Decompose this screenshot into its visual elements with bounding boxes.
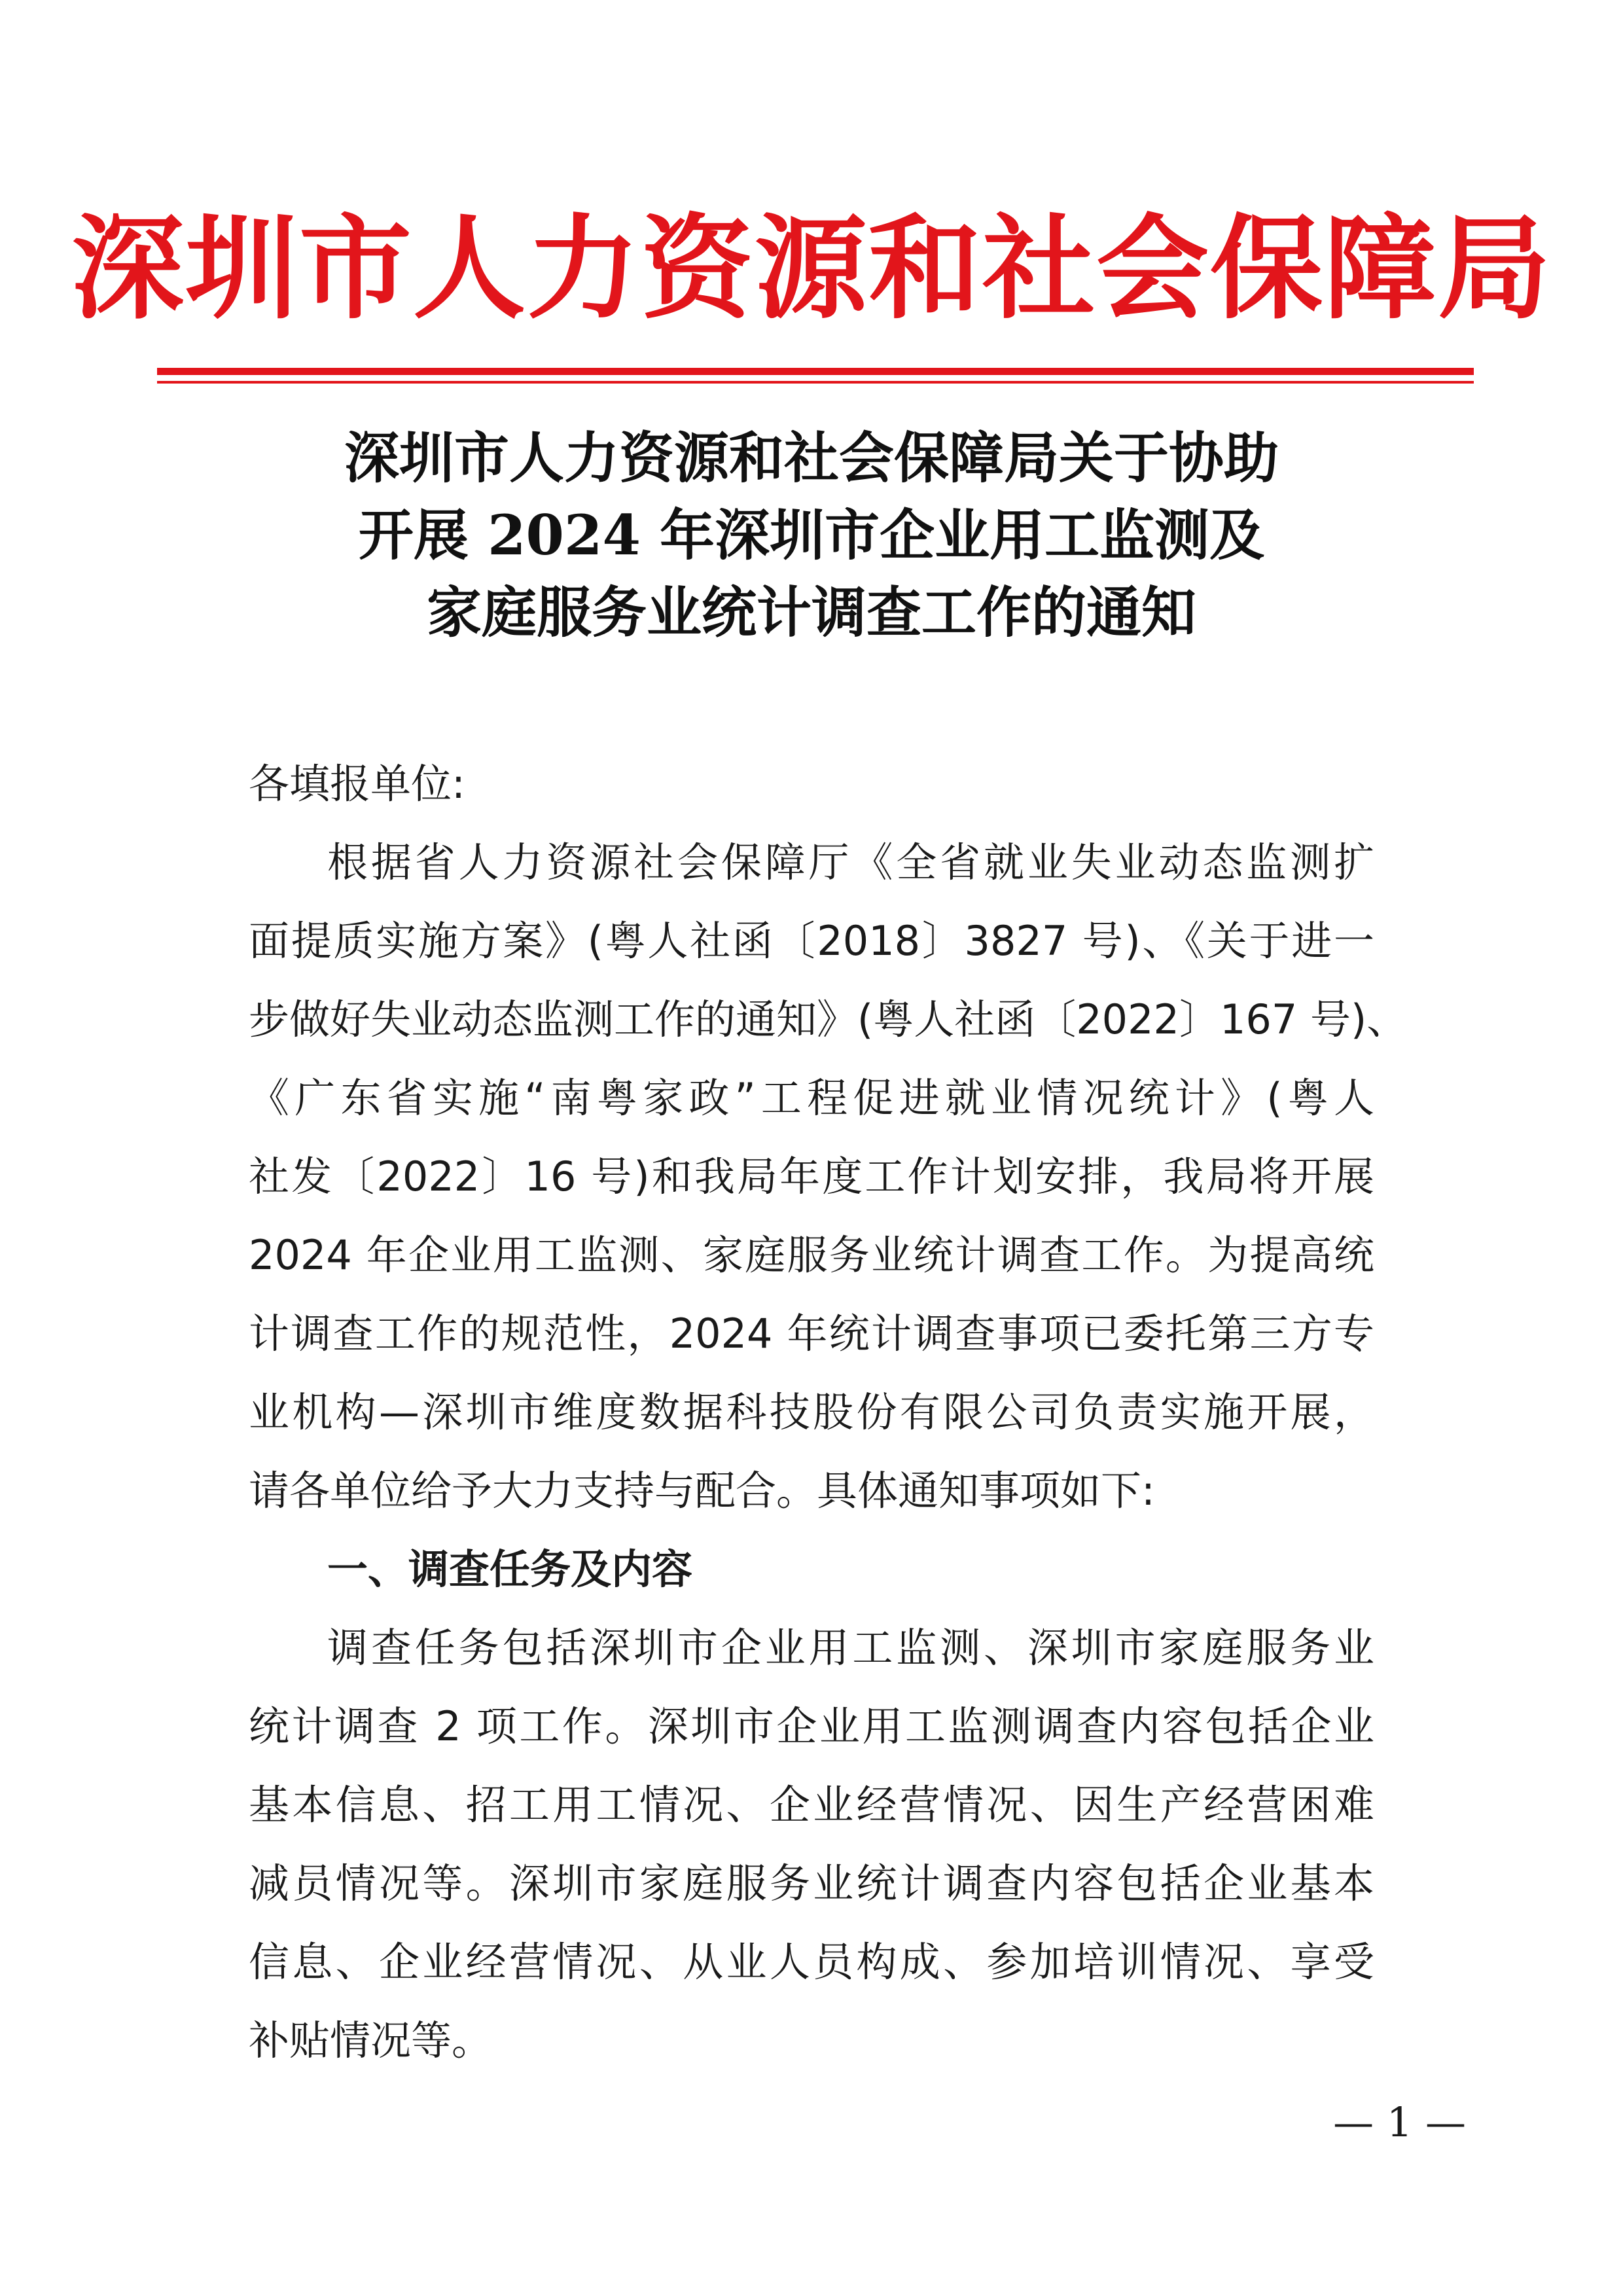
paragraph-1-line: 《广东省实施“南粤家政”工程促进就业情况统计》(粤人	[249, 1074, 1374, 1122]
paragraph-2-line: 统计调查 2 项工作。深圳市企业用工监测调查内容包括企业	[249, 1702, 1374, 1750]
paragraph-1-line: 业机构—深圳市维度数据科技股份有限公司负责实施开展，	[249, 1388, 1374, 1436]
section-1-heading: 一、调查任务及内容	[327, 1545, 693, 1593]
masthead-red-rule-thick	[157, 368, 1474, 375]
masthead-red-rule-thin	[157, 381, 1474, 384]
paragraph-1-line: 根据省人力资源社会保障厅《全省就业失业动态监测扩	[327, 838, 1374, 886]
paragraph-1-line: 社发〔2022〕16 号)和我局年度工作计划安排，我局将开展	[249, 1153, 1374, 1200]
paragraph-1-line: 面提质实施方案》(粤人社函〔2018〕3827 号)、《关于进一	[249, 917, 1374, 965]
paragraph-2-line: 调查任务包括深圳市企业用工监测、深圳市家庭服务业	[327, 1624, 1374, 1672]
paragraph-1-line: 请各单位给予大力支持与配合。具体通知事项如下:	[249, 1467, 1155, 1515]
document-title-line-2: 开展 2024 年深圳市企业用工监测及	[358, 503, 1265, 567]
paragraph-2-line: 补贴情况等。	[249, 2017, 493, 2064]
issuing-authority-masthead: 深圳市人力资源和社会保障局	[71, 202, 1552, 334]
paragraph-1-line: 2024 年企业用工监测、家庭服务业统计调查工作。为提高统	[249, 1231, 1374, 1279]
page-number: — 1 —	[1333, 2098, 1466, 2146]
paragraph-2-line: 减员情况等。深圳市家庭服务业统计调查内容包括企业基本	[249, 1859, 1374, 1907]
paragraph-1-line: 计调查工作的规范性，2024 年统计调查事项已委托第三方专	[249, 1310, 1374, 1357]
document-title-line-3: 家庭服务业统计调查工作的通知	[426, 580, 1196, 645]
paragraph-2-line: 基本信息、招工用工情况、企业经营情况、因生产经营困难	[249, 1781, 1374, 1829]
paragraph-2-line: 信息、企业经营情况、从业人员构成、参加培训情况、享受	[249, 1938, 1374, 1986]
document-title-line-1: 深圳市人力资源和社会保障局关于协助	[344, 425, 1279, 490]
paragraph-1-line: 步做好失业动态监测工作的通知》(粤人社函〔2022〕167 号)、	[249, 996, 1408, 1043]
salutation: 各填报单位:	[249, 760, 465, 808]
